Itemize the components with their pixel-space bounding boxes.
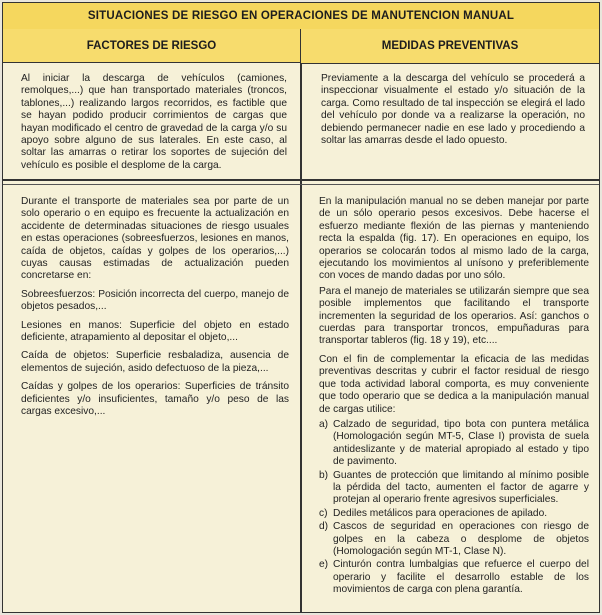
row2-left-item: Caídas y golpes de los operarios: Superficies de tránsito deficientes y/o insuficientes, tamaño y/o peso de las cargas excesivo,... (21, 381, 289, 418)
row2-left-item: Lesiones en manos: Superficie del objeto en estado deficiente, atrapamiento al depositar el objeto,... (21, 319, 289, 344)
list-text: Calzado de seguridad, tipo bota con puntera metálica (Homologación según MT-5, Clase I) provista de suela antideslizante y de material apropiado al estado y tipo de pavimento. (333, 418, 589, 468)
column-divider (300, 63, 302, 612)
list-item (319, 508, 589, 520)
list-text: Cinturón contra lumbalgias que refuerce el cuerpo del operario y facilite el desarrollo estable de los movimientos de carga con plena garantía. (333, 559, 589, 596)
list-item (319, 419, 589, 469)
row2-right-paragraph: En la manipulación manual no se deben manejar por parte de un sólo operario pesos excesivos. Debe hacerse el esfuerzo mediante flexión de las piernas y manteniendo recta la espalda (fig. 17). En operaciones en equipo, los operarios se colocarán todos al mismo lado de la carga, ejecutando los movimientos al unísono y preferiblemente con voces de mando dadas por uno sólo. (319, 196, 589, 282)
list-text: Cascos de seguridad en operaciones con riesgo de golpes en la cabeza o desplome de objetos (Homologación según MT-1, Clase N). (333, 521, 589, 557)
list-item (319, 521, 589, 558)
row2-risk-factor (21, 196, 289, 422)
list-text: Dediles metálicos para operaciones de apilado. (333, 507, 548, 519)
list-marker: e) (319, 559, 329, 571)
list-item (319, 470, 589, 507)
header-preventive-measures: MEDIDAS PREVENTIVAS (301, 29, 599, 64)
row2-left-intro: Durante el transporte de materiales sea por parte de un solo operario o en equipo es frecuente la actualización en accidente de determinadas situaciones de riesgo usuales en estas operaciones (sobreesfuerzos, lesiones en manos, caída de objetos, caídas y golpes de los operarios,...) cuyas causas estimadas de actualización pueden concretarse en: (21, 196, 289, 282)
row1-left-text: Al iniciar la descarga de vehículos (camiones, remolques,...) que han transportado materiales (troncos, tablones,...) realizando largos recorridos, es factible que se hayan podido producir corrimientos de cargas que hayan modificado el centro de gravedad de la carga y/o su apoyo sobre alguno de sus laterales. En este caso, al soltar las amarras o retirar los soportes de sujeción del vehículo es posible el desplome de la carga. (21, 73, 287, 171)
list-item (319, 559, 589, 596)
row2-left-item: Caída de objetos: Superficie resbaladiza, ausencia de elementos de sujeción, asido defectuoso de la pieza,... (21, 350, 289, 374)
row2-preventive-measure (319, 196, 589, 598)
list-marker: a) (319, 418, 329, 430)
row1-right-text: Previamente a la descarga del vehículo se procederá a inspeccionar visualmente el estado y/o situación de la carga. Como resultado de tal inspección se elegirá el lado del vehículo por donde va a realizarse la operación, no debiendo permanecer nadie en ese lado y procediendo a soltar las amarras desde el lado opuesto. (321, 73, 585, 147)
row1-risk-factor (21, 73, 287, 175)
list-text: Guantes de protección que limitando al mínimo posible la pérdida del tacto, aumenten el factor de agarre y protejan al operario frente agresivos superficiales. (333, 469, 589, 506)
table-title: SITUACIONES DE RIESGO EN OPERACIONES DE MANUTENCION MANUAL (3, 3, 599, 30)
row2-right-paragraph: Para el manejo de materiales se utilizarán siempre que sea posible implementos que facilitando el transporte incrementen la seguridad de los operarios. Así: ganchos o cuerdas para transportar troncos, empuñaduras para transportar tableros (fig. 18 y 19), etc.... (319, 285, 589, 347)
row2-left-item: Sobreesfuerzos: Posición incorrecta del cuerpo, manejo de objetos pesados,... (21, 288, 289, 313)
header-risk-factors: FACTORES DE RIESGO (3, 29, 301, 63)
row-divider-secondary (3, 184, 599, 185)
ppe-list (319, 419, 589, 597)
list-marker: b) (319, 469, 329, 481)
list-marker: d) (319, 521, 329, 533)
row1-preventive-measure (321, 73, 585, 150)
risk-table (2, 2, 600, 613)
list-marker: c) (319, 507, 328, 519)
row2-right-paragraph: Con el fin de complementar la eficacia de las medidas preventivas descritas y cubrir el factor residual de riesgo que toda actividad laboral comporta, es muy conveniente que todo operario que se dedica a la manipulación manual de cargas utilice: (319, 353, 589, 415)
row-divider (3, 179, 599, 181)
